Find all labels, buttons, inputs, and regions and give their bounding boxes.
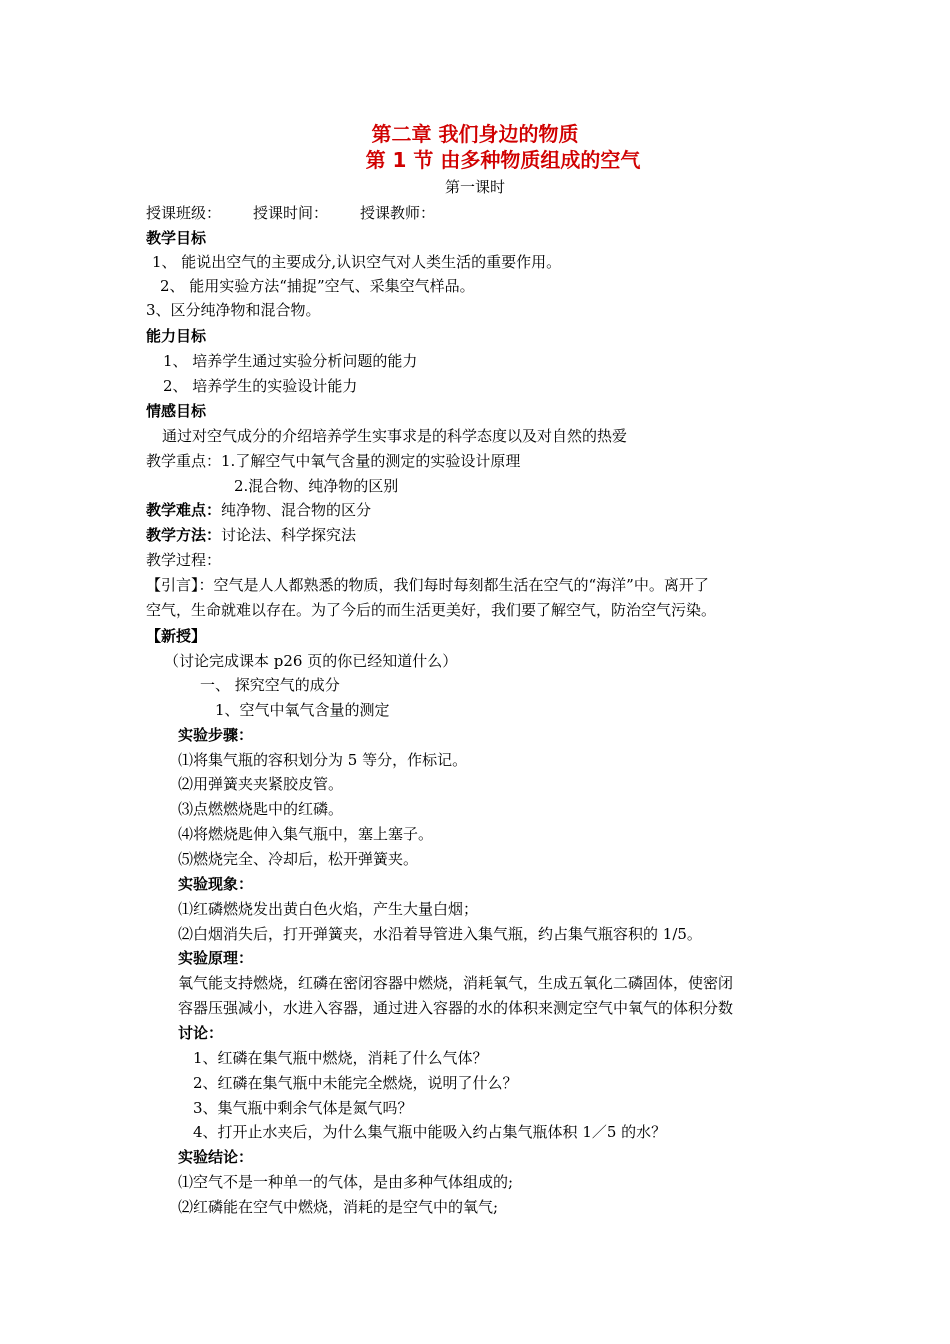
discussion-heading: 讨论： xyxy=(178,1024,224,1042)
teaching-method xyxy=(146,525,356,545)
method-text: 讨论法、科学探究法 xyxy=(221,526,357,544)
lesson-info xyxy=(146,203,435,223)
focus-item-1: 1.了解空气中氧气含量的测定的实验设计原理 xyxy=(221,452,521,470)
oxygen-measurement-heading: 1、空气中氧气含量的测定 xyxy=(215,701,390,719)
lesson-label: 第一课时 xyxy=(444,178,505,196)
difficulty-label: 教学难点： xyxy=(146,501,222,519)
process-label: 教学过程： xyxy=(146,551,222,569)
intro-line-2: 空气，生命就难以存在。为了今后的而生活更美好，我们要了解空气，防治空气污染。 xyxy=(146,601,717,619)
phenomenon-1: ⑴红磷燃烧发出黄白色火焰，产生大量白烟； xyxy=(178,900,479,918)
teaching-focus xyxy=(146,451,520,471)
discussion-note: （讨论完成课本 p26 页的你已经知道什么） xyxy=(164,652,458,670)
difficulty-text: 纯净物、混合物的区分 xyxy=(221,501,372,519)
discussion-question-3: 3、集气瓶中剩余气体是氮气吗？ xyxy=(193,1099,413,1117)
teaching-goal-1: 1、 能说出空气的主要成分,认识空气对人类生活的重要作用。 xyxy=(152,253,562,271)
discussion-question-1: 1、红磷在集气瓶中燃烧，消耗了什么气体？ xyxy=(193,1049,488,1067)
conclusion-2: ⑵红磷能在空气中燃烧，消耗的是空气中的氧气; xyxy=(178,1198,499,1216)
principle-heading: 实验原理： xyxy=(178,949,254,967)
intro-line-1: 【引言】：空气是人人都熟悉的物质，我们每时每刻都生活在空气的“海洋”中。离开了 xyxy=(146,576,709,594)
step-2: ⑵用弹簧夹夹紧胶皮管。 xyxy=(178,775,344,793)
method-label: 教学方法： xyxy=(146,526,222,544)
emotion-goal-text: 通过对空气成分的介绍培养学生实事求是的科学态度以及对自然的热爱 xyxy=(162,427,628,445)
phenomenon-2: ⑵白烟消失后，打开弹簧夹，水沿着导管进入集气瓶，约占集气瓶容积的 1/5。 xyxy=(178,925,702,943)
new-lesson-label: 【新授】 xyxy=(146,627,207,645)
principle-line-2: 容器压强减小，水进入容器，通过进入容器的水的体积来测定空气中氧气的体积分数 xyxy=(178,999,734,1017)
section-title: 第 1 节 由多种物质组成的空气 xyxy=(365,148,641,172)
teaching-goal-2: 2、 能用实验方法“捕捉”空气、采集空气样品。 xyxy=(160,277,475,295)
focus-item-2: 2.混合物、纯净物的区别 xyxy=(234,477,399,495)
ability-goal-1: 1、 培养学生通过实验分析问题的能力 xyxy=(163,352,418,370)
step-3: ⑶点燃燃烧匙中的红磷。 xyxy=(178,800,344,818)
discussion-question-2: 2、红磷在集气瓶中未能完全燃烧，说明了什么？ xyxy=(193,1074,518,1092)
ability-goals-heading: 能力目标 xyxy=(146,327,207,345)
step-1: ⑴将集气瓶的容积划分为 5 等分，作标记。 xyxy=(178,751,468,769)
step-5: ⑸燃烧完全、冷却后，松开弹簧夹。 xyxy=(178,850,419,868)
time-label: 授课时间： xyxy=(253,204,329,222)
teacher-label: 授课教师： xyxy=(360,204,436,222)
phenomena-heading: 实验现象： xyxy=(178,875,254,893)
chapter-title: 第二章 我们身边的物质 xyxy=(371,122,579,146)
principle-line-1: 氧气能支持燃烧，红磷在密闭容器中燃烧，消耗氧气，生成五氧化二磷固体，使密闭 xyxy=(178,974,734,992)
teaching-goal-3: 3、区分纯净物和混合物。 xyxy=(146,301,321,319)
class-label: 授课班级： xyxy=(146,204,222,222)
part-1-heading: 一、 探究空气的成分 xyxy=(200,676,340,694)
conclusion-heading: 实验结论： xyxy=(178,1148,254,1166)
teaching-goals-heading: 教学目标 xyxy=(146,229,207,247)
steps-heading: 实验步骤： xyxy=(178,726,254,744)
emotion-goals-heading: 情感目标 xyxy=(146,402,207,420)
step-4: ⑷将燃烧匙伸入集气瓶中，塞上塞子。 xyxy=(178,825,434,843)
ability-goal-2: 2、 培养学生的实验设计能力 xyxy=(163,377,358,395)
focus-label: 教学重点： xyxy=(146,452,222,470)
discussion-question-4: 4、打开止水夹后，为什么集气瓶中能吸入约占集气瓶体积 1／5 的水？ xyxy=(193,1123,667,1141)
conclusion-1: ⑴空气不是一种单一的气体，是由多种气体组成的; xyxy=(178,1173,514,1191)
teaching-difficulty xyxy=(146,500,371,520)
